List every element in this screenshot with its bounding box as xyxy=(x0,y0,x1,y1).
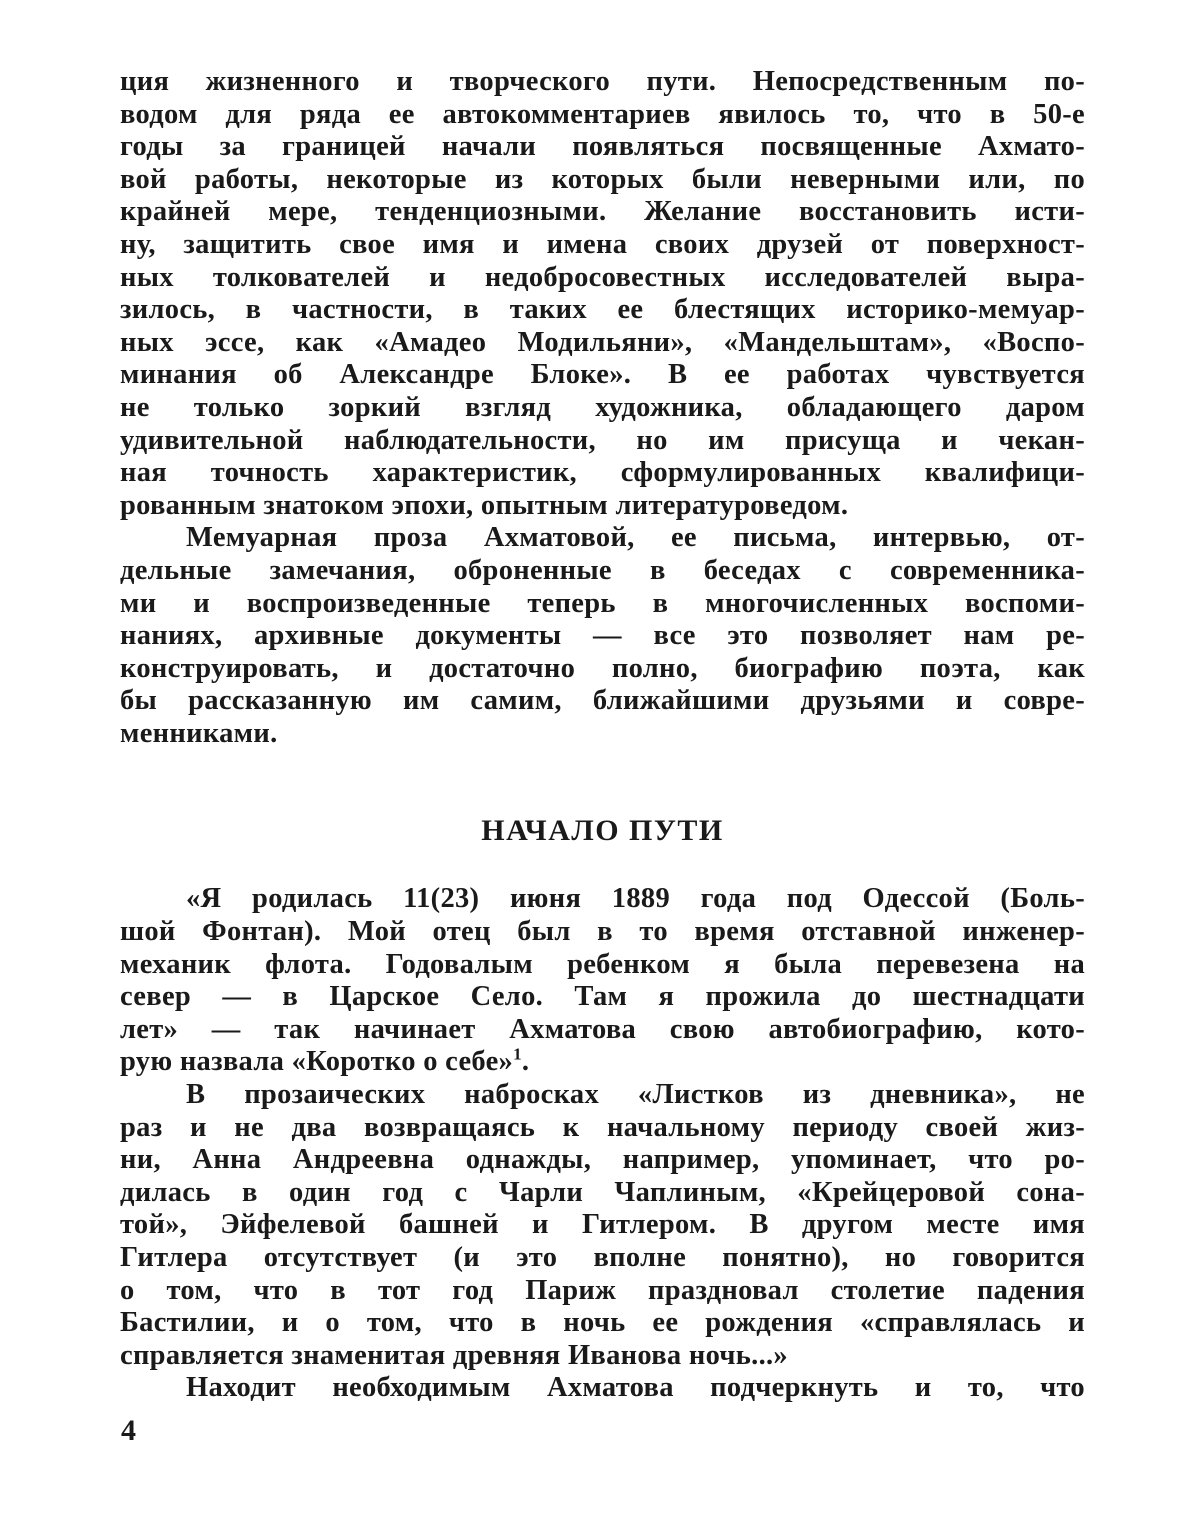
text-line: Мемуарная проза Ахматовой, ее письма, интервью, от- xyxy=(186,522,1085,554)
intro-paragraph-1 xyxy=(120,66,1085,522)
text-line: вой работы, некоторые из которых были неверными или, по xyxy=(120,163,1085,195)
text-line: север — в Царское Село. Там я прожила до шестнадцати xyxy=(120,981,1085,1013)
text-line: той», Эйфелевой башней и Гитлером. В другом месте имя xyxy=(120,1209,1085,1241)
text-line: удивительной наблюдательности, но им присуща и чекан- xyxy=(120,424,1085,456)
page-number: 4 xyxy=(121,1414,136,1447)
text-line: ных толкователей и недобросовестных исследователей выра- xyxy=(120,261,1085,293)
text-line: не только зоркий взгляд художника, обладающего даром xyxy=(120,391,1085,423)
text-line: Находит необходимым Ахматова подчеркнуть и то, что xyxy=(186,1372,1085,1404)
text-line: конструировать, и достаточно полно, биографию поэта, как xyxy=(120,652,1085,684)
text-line: водом для ряда ее автокомментариев явилось то, что в 50-е xyxy=(120,98,1085,130)
text-line: раз и не два возвращаясь к начальному периоду своей жиз- xyxy=(120,1111,1085,1143)
text-line: менниками. xyxy=(120,717,278,749)
section-paragraph-1 xyxy=(120,883,1085,1079)
text-line: крайней мере, тенденциозными. Желание восстановить исти- xyxy=(120,196,1085,228)
text-line: Гитлера отсутствует (и это вполне понятно), но говорится xyxy=(120,1242,1085,1273)
text-line: бы рассказанную им самим, ближайшими друзьями и совре- xyxy=(120,685,1085,717)
text-line: дельные замечания, оброненные в беседах с современника- xyxy=(120,554,1085,586)
text-line: справляется знаменитая древняя Иванова ночь...» xyxy=(120,1339,788,1371)
text-fragment: . xyxy=(521,1046,530,1078)
text-line: ная точность характеристик, сформулированных квалифици- xyxy=(120,457,1085,489)
footnote-marker: 1 xyxy=(513,1044,522,1064)
text-line: шой Фонтан). Мой отец был в то время отставной инженер- xyxy=(120,916,1085,948)
page-body xyxy=(120,66,1085,1405)
text-line: ция жизненного и творческого пути. Непосредственным по- xyxy=(120,66,1085,97)
text-line: годы за границей начали появляться посвященные Ахмато- xyxy=(120,131,1085,163)
text-line: о том, что в тот год Париж праздновал столетие падения xyxy=(120,1274,1085,1306)
text-line: зилось, в частности, в таких ее блестящих историко-мемуар- xyxy=(120,294,1085,326)
text-line: ни, Анна Андреевна однажды, например, упоминает, что ро- xyxy=(120,1144,1085,1176)
text-line: механик флота. Годовалым ребенком я была перевезена на xyxy=(120,948,1085,980)
section-heading: НАЧАЛО ПУТИ xyxy=(481,814,724,848)
text-line: «Я родилась 11(23) июня 1889 года под Одессой (Боль- xyxy=(186,883,1085,915)
text-line: рованным знатоком эпохи, опытным литературоведом. xyxy=(120,489,849,521)
section-paragraph-3 xyxy=(120,1372,1085,1405)
text-line: лет» — так начинает Ахматова свою автобиографию, кото- xyxy=(120,1013,1085,1045)
text-line xyxy=(120,1046,1085,1079)
text-line: Бастилии, и о том, что в ночь ее рождения «справлялась и xyxy=(120,1307,1085,1339)
text-fragment: рую назвала «Коротко о себе» xyxy=(120,1046,514,1078)
text-line: ну, защитить свое имя и имена своих друзей от поверхност- xyxy=(120,228,1085,260)
text-line: минания об Александре Блоке». В ее работах чувствуется xyxy=(120,359,1085,391)
text-line: ми и воспроизведенные теперь в многочисленных воспоми- xyxy=(120,587,1085,619)
intro-paragraph-2 xyxy=(120,522,1085,750)
text-line: наниях, архивные документы — все это позволяет нам ре- xyxy=(120,620,1085,652)
text-line: В прозаических набросках «Листков из дневника», не xyxy=(186,1079,1085,1111)
section-paragraph-2 xyxy=(120,1079,1085,1372)
text-line: ных эссе, как «Амадео Модильяни», «Мандельштам», «Воспо- xyxy=(120,326,1085,358)
text-line: дилась в один год с Чарли Чаплиным, «Крейцеровой сона- xyxy=(120,1176,1085,1208)
